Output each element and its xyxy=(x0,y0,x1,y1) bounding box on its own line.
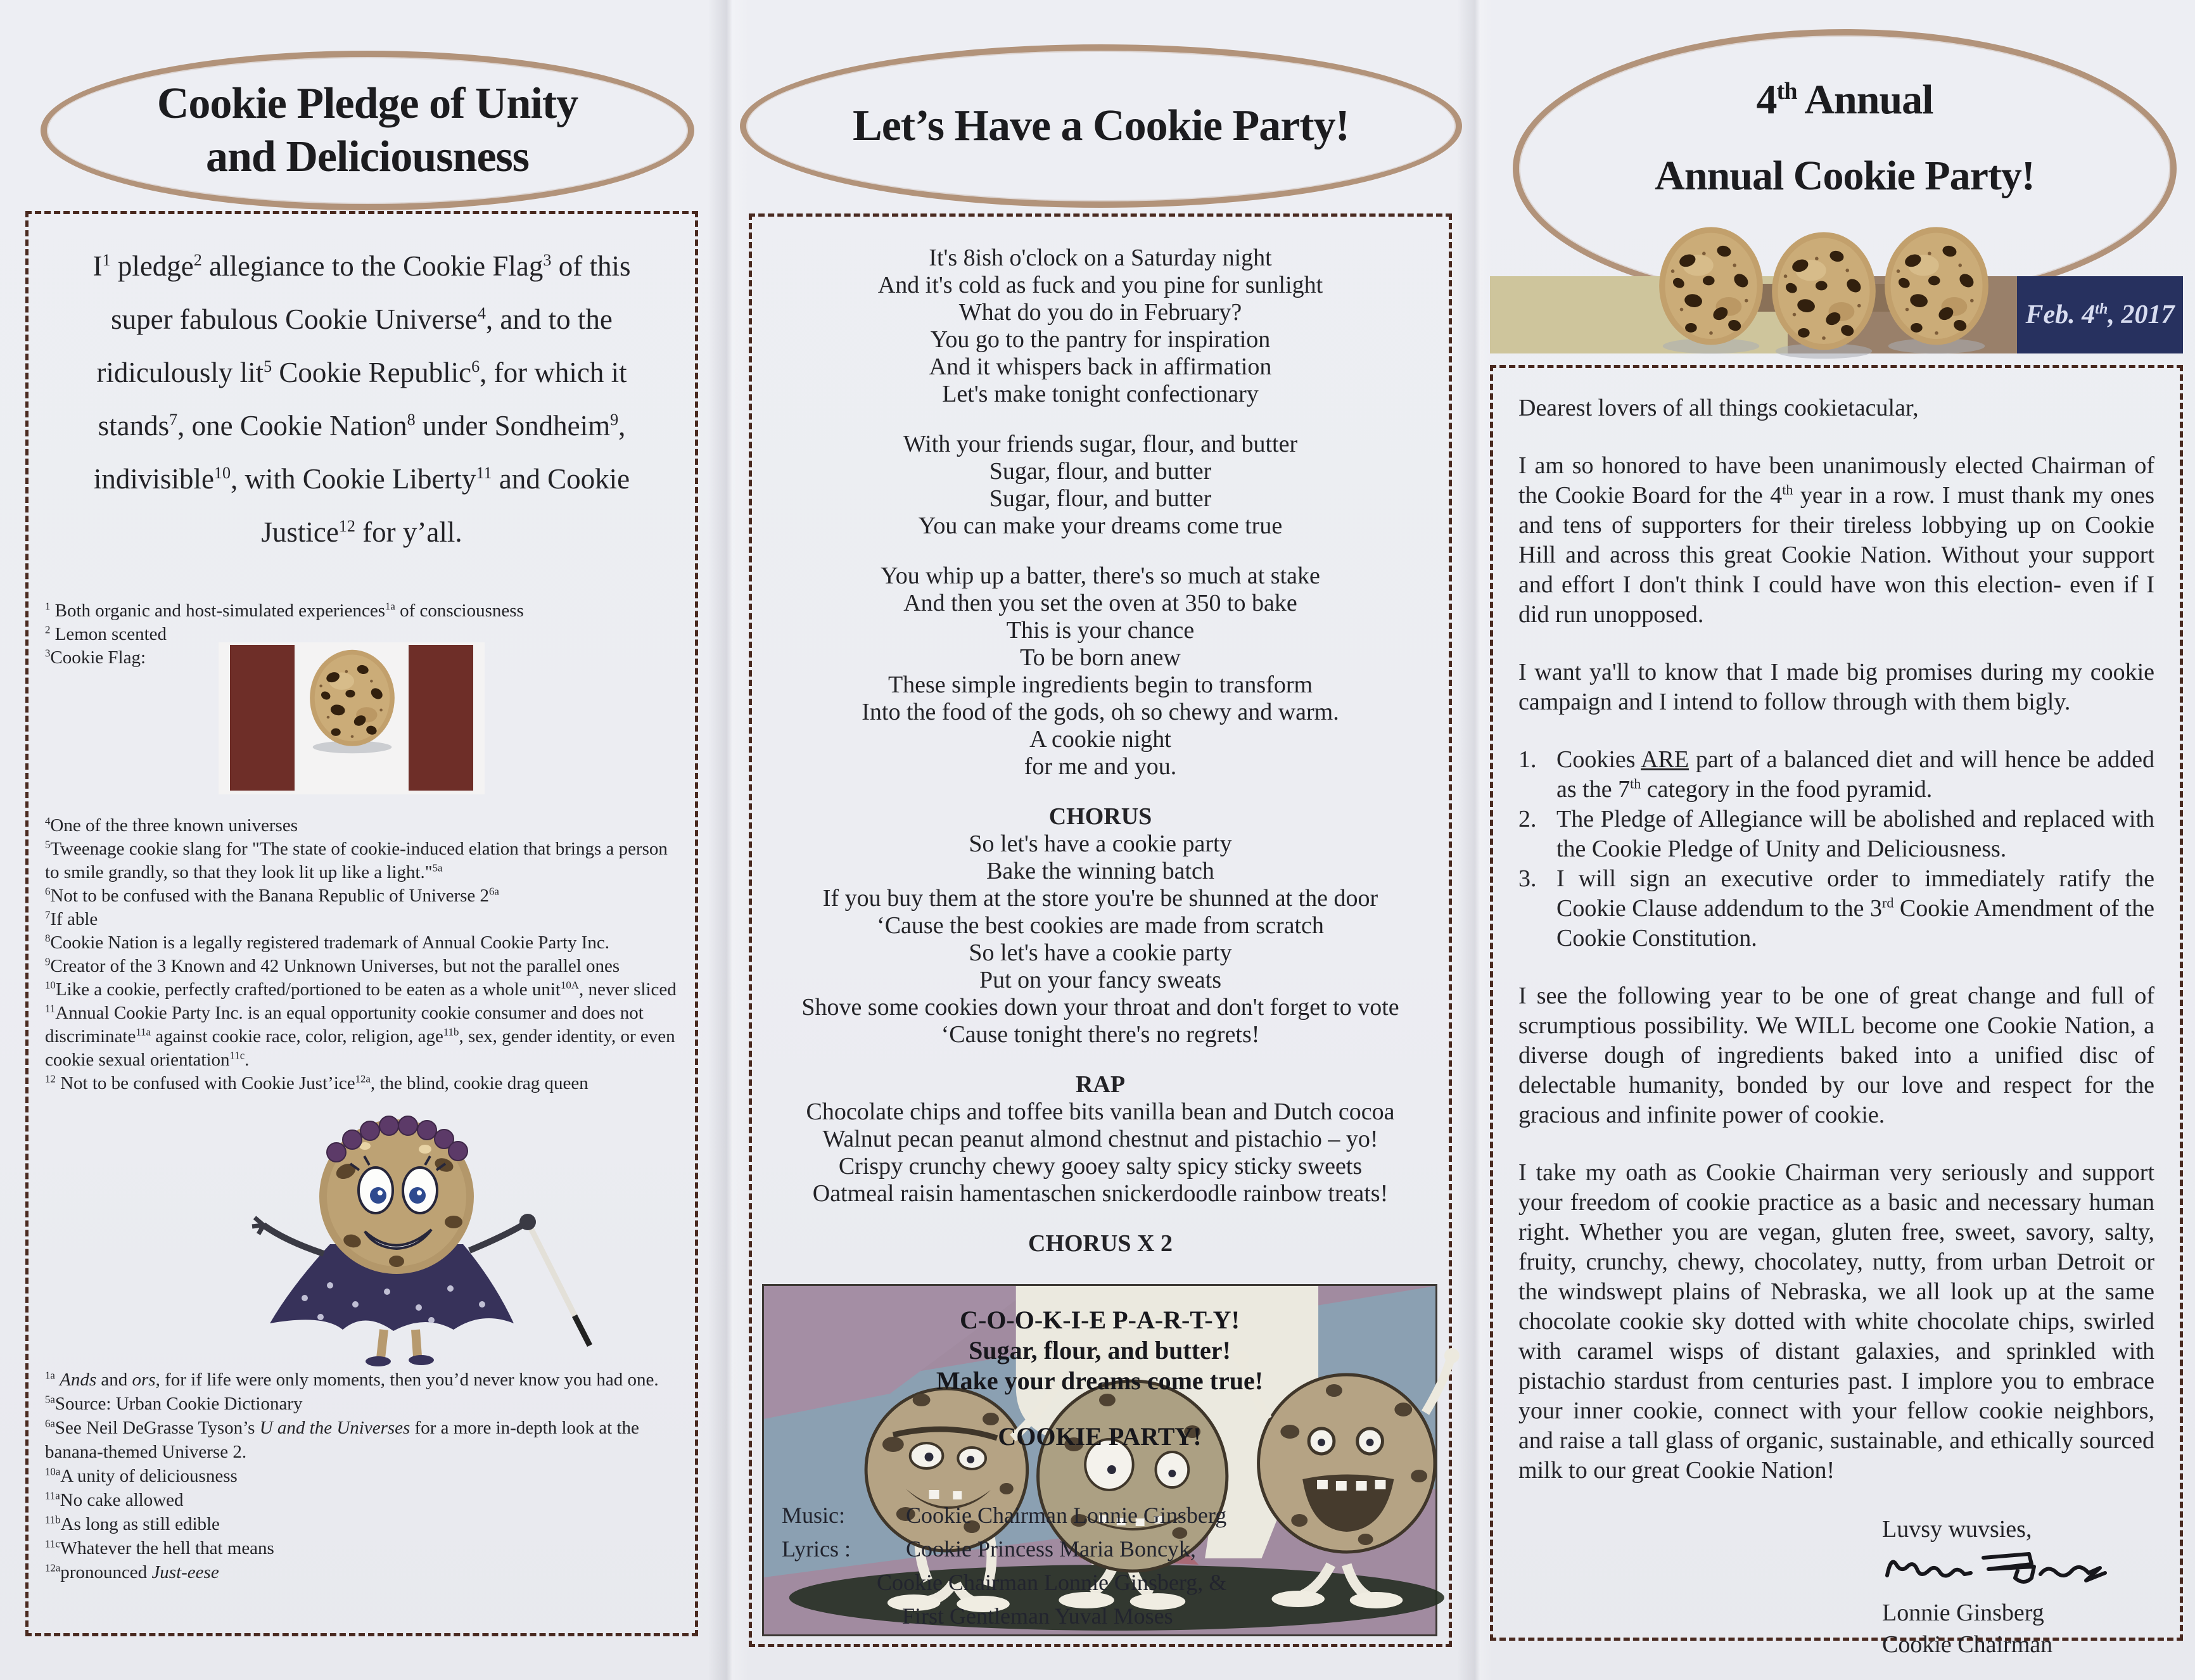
letter-paragraph-2: I want ya'll to know that I made big promises during my cookie campaign and I intend to follow through with them bigly. xyxy=(1518,659,2154,715)
letter-title xyxy=(1655,62,2035,214)
letter-salutation: Dearest lovers of all things cookietacular, xyxy=(1518,395,1919,421)
pledge-title-oval xyxy=(41,51,694,210)
verse-3: You whip up a batter, there's so much at stake And then you set the oven at 350 to bake This is your chance To be born anew These simple ingredients begin to transform Into the food of the gods, oh so chewy and warm. A cookie night for me and you. xyxy=(862,563,1339,780)
music-credit: Cookie Chairman Lonnie Ginsberg xyxy=(906,1503,1227,1528)
cookie-photo-1 xyxy=(1652,220,1770,357)
rap-block xyxy=(763,1071,1437,1207)
event-date: Feb. 4th, 2017 xyxy=(2025,300,2175,329)
signature-block xyxy=(1882,1513,2154,1660)
fold-crease-left xyxy=(708,0,749,1680)
cookie-justice-graphic xyxy=(235,1095,628,1368)
footnotes-main: $^4$One of the three known universes $^5$Tweenage cookie slang for "The state of cookie-induced elation that brings a person to smile grandly, so that they look lit up like a light."$^{5a}$ $^6$Not to be confused with the Banana Republic of Universe $2^{6a}$ $^7$If able $^8$Cookie Nation is a legally registered trademark of Annual Cookie Party Inc. $^9$Creator of the 3 Known and 42 Unknown Universes, but not the parallel ones $^{10}$Like a cookie, perfectly crafted/portioned to be eaten as a whole unit$^{10A}$, never sliced $^{11}$Annual Cookie Party Inc. is an equal opportunity cookie consumer and does not discriminate$^{11a}$ against cookie race, color, religion, age$^{11b}$, sex, gender identity, or even cookie sexual orientation$^{11c}$. $^{12}$ Not to be confused with Cookie Just’ice$^{12a}$, the blind, cookie drag queen xyxy=(45,815,677,1093)
cookie-party-cartoon xyxy=(762,1284,1437,1636)
pledge-title-line2: and Deliciousness xyxy=(205,132,530,181)
footnotes-top: $^1$ Both organic and host-simulated experiences$^{1a}$ of consciousness $^2$ Lemon scented $^3$Cookie Flag: xyxy=(45,600,524,668)
signer-name: Lonnie Ginsberg xyxy=(1882,1600,2044,1626)
verse-2: With your friends sugar, flour, and butter Sugar, flour, and butter Sugar, flour, and butter You can make your dreams come true xyxy=(903,431,1298,539)
lyrics-credit-2: Cookie Chairman Lonnie Ginsberg, & xyxy=(877,1570,1227,1595)
lyrics-label: Lyrics : xyxy=(782,1536,851,1562)
cookie-justice-illustration xyxy=(45,1095,678,1368)
letter-paragraph-3: I see the following year to be one of great change and full of scrumptious possibility. We WILL become one Cookie Nation, a diverse dough of ingredients baked into a unified disc of delectable humanity, bonded by our love and respect for the gracious and infinite power of cookie. xyxy=(1518,983,2154,1128)
cookie-flag-image xyxy=(219,642,485,794)
chorus-lines: So let's have a cookie party Bake the winning batch If you buy them at the store you're be shunned at the door ‘Cause the best cookies are made from scratch So let's have a cookie party Put on your fancy sweats Shove some cookies down your throat and don't forget to vote ‘Cause tonight there's no regrets! xyxy=(801,830,1399,1048)
signature-scribble xyxy=(1882,1545,2123,1589)
cookie-photo-2 xyxy=(1765,226,1883,362)
banner-navy-segment xyxy=(2017,276,2183,353)
chorus-heading: CHORUS xyxy=(1048,803,1152,830)
lyrics-credit-3: First Gentleman Yuval Moses xyxy=(902,1603,1173,1629)
cookie-flag-graphic xyxy=(219,642,485,794)
song-title: Let’s Have a Cookie Party! xyxy=(853,101,1349,150)
pledge-box xyxy=(25,211,698,1636)
cookie-photo-3 xyxy=(1878,220,1995,357)
verse-1: It's 8ish o'clock on a Saturday night And it's cold as fuck and you pine for sunlight What do you do in February? You go to the pantry for inspiration And it whispers back in affirmation Let's make tonight confectionary xyxy=(877,245,1323,407)
rap-lines: Chocolate chips and toffee bits vanilla bean and Dutch cocoa Walnut pecan peanut almond chestnut and pistachio – yo! Crispy crunchy chewy gooey salty spicy sticky sweets Oatmeal raisin hamentaschen snickerdoodle rainbow treats! xyxy=(806,1098,1395,1207)
pledge-text: $I^1$ pledge$^2$ allegiance to the Cookie Flag$^3$ of this super fabulous Cookie Universe$^4$, and to the ridiculously lit$^5$ Cookie Republic$^6$, for which it stands$^7$, one Cookie Nation$^8$ under Sondheim$^9$, indivisible$^{10}$, with Cookie Liberty$^{11}$ and Cookie Justice$^{12}$ for y’all. xyxy=(92,250,631,548)
chorus-x2-heading: CHORUS X 2 xyxy=(1028,1230,1173,1257)
credit-music-row xyxy=(782,1499,1415,1532)
campaign-promises-list: 1. Cookies ARE part of a balanced diet and will hence be added as the 7th category in the food pyramid. 2. The Pledge of Allegiance will be abolished and replaced with the Cookie Pledge of Unity and Deliciousness. 3. I will sign an executive order to immediately ratify the Cookie Clause addendum to the 3rd Cookie Amendment of the Cookie Constitution. xyxy=(1518,746,2154,951)
letter-paragraph-4: I take my oath as Cookie Chairman very seriously and support your freedom of cookie practice as a basic and necessary human right. Whether you are vegan, gluten free, sweet, savory, salty, fruity, crunchy, chewy, chocolatey, nutty, from urban Detroit or the windswept plains of Nebraska, we all look up at the same chocolate cookie sky dotted with white chocolate chips, swirled with caramel wisps of distant galaxies, and sprinkled with pistachio stardust from centuries past. I implore you to embrace your inner cookie, connect with your fellow cookie neighbors, and raise a tall glass of organic, sustainable, and ethically sourced milk to our great Cookie Nation! xyxy=(1518,1159,2154,1484)
credit-lyrics-row xyxy=(782,1532,1415,1566)
song-box xyxy=(749,213,1452,1647)
image-overlay-cookie-party: COOKIE PARTY! xyxy=(998,1422,1202,1451)
fold-crease-right xyxy=(1457,0,1492,1680)
lyrics-credit-1: Cookie Princess Maria Boncyk, xyxy=(906,1536,1196,1562)
song-title-oval xyxy=(740,44,1462,208)
pledge-title-line1: Cookie Pledge of Unity xyxy=(156,79,578,128)
letter-box xyxy=(1490,365,2183,1658)
chorus-block xyxy=(763,803,1437,1048)
sub-footnotes: $^{1a}$ Ands and ors, for if life were only moments, then you’d never know you had one. $^{5a}$Source: Urban Cookie Dictionary $^{6a}$See Neil DeGrasse Tyson’s U and the Universes for a more in-depth look at the banana-themed Universe 2. $^{10a}$A unity of deliciousness $^{11a}$No cake allowed $^{11b}$As long as still edible $^{11c}$Whatever the hell that means $^{12a}$pronounced Just-eese xyxy=(45,1369,659,1582)
music-label: Music: xyxy=(782,1503,846,1528)
letter-title-line1: 4th Annual xyxy=(1756,77,1933,123)
rap-heading: RAP xyxy=(1075,1071,1126,1098)
song-credits xyxy=(782,1499,1415,1633)
letter-closing: Luvsy wuvsies, xyxy=(1882,1516,2032,1543)
image-overlay-text: C-O-O-K-I-E P-A-R-T-Y! Sugar, flour, and butter! Make your dreams come true! xyxy=(936,1306,1264,1395)
letter-paragraph-1: I am so honored to have been unanimously elected Chairman of the Cookie Board for the 4th year in a row. I must thank my ones and tens of supporters for their tireless lobbying up on Cookie Hill and across this great Cookie Nation. Without your support and effort I don't think I could have won this election- even if I did run unopposed. xyxy=(1518,452,2154,628)
pledge-title xyxy=(157,77,578,184)
signer-title: Cookie Chairman xyxy=(1882,1631,2053,1658)
letter-title-line2: Annual Cookie Party! xyxy=(1655,153,2035,199)
